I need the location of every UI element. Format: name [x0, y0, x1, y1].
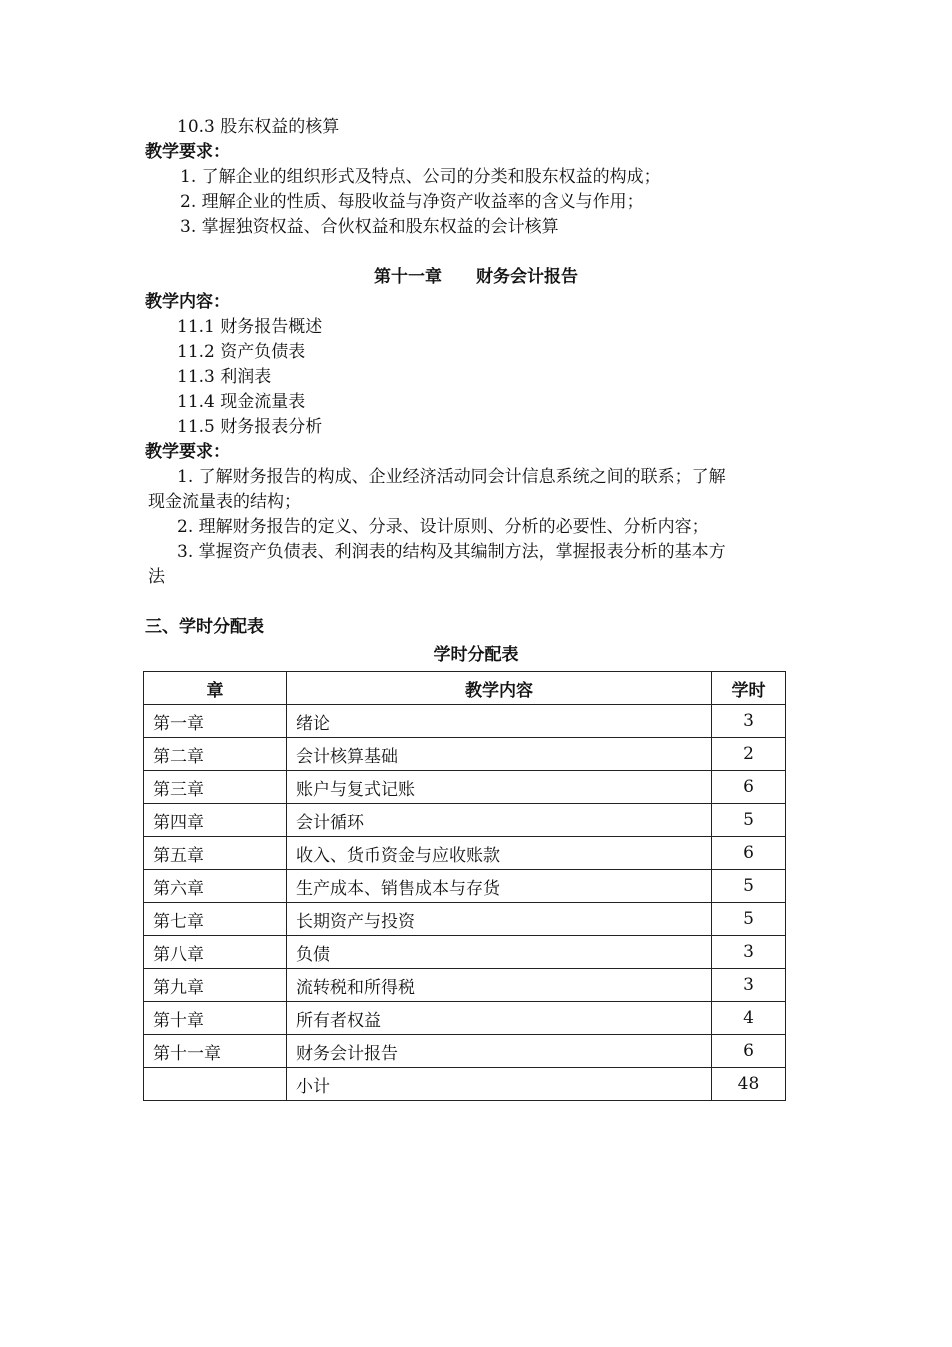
cell-chapter	[144, 1068, 287, 1101]
section-item: 11.4 现金流量表	[177, 392, 306, 412]
requirement-item: 2. 理解企业的性质、每股收益与净资产收益率的含义与作用；	[180, 192, 644, 212]
cell-hours: 6	[712, 1035, 786, 1068]
cell-chapter: 第六章	[144, 870, 287, 903]
cell-hours: 5	[712, 870, 786, 903]
table-row	[144, 771, 786, 804]
cell-chapter: 第九章	[144, 969, 287, 1002]
cell-content: 所有者权益	[287, 1002, 712, 1035]
cell-content: 负债	[287, 936, 712, 969]
section-item: 11.1 财务报告概述	[177, 317, 323, 337]
table-row	[144, 870, 786, 903]
cell-content: 会计核算基础	[287, 738, 712, 771]
cell-chapter: 第八章	[144, 936, 287, 969]
section-item: 11.5 财务报表分析	[177, 417, 323, 437]
requirements-heading: 教学要求：	[145, 142, 230, 162]
hours-table	[143, 671, 786, 1101]
cell-hours: 5	[712, 804, 786, 837]
cell-chapter: 第三章	[144, 771, 287, 804]
cell-hours: 6	[712, 837, 786, 870]
table-row	[144, 969, 786, 1002]
header-chapter: 章	[144, 672, 287, 705]
cell-chapter: 第十章	[144, 1002, 287, 1035]
cell-content: 会计循环	[287, 804, 712, 837]
table-row	[144, 1002, 786, 1035]
chapter-title: 第十一章 财务会计报告	[374, 267, 578, 287]
cell-hours: 3	[712, 936, 786, 969]
section-item: 11.3 利润表	[177, 367, 272, 387]
cell-content: 小计	[287, 1068, 712, 1101]
cell-hours: 2	[712, 738, 786, 771]
cell-hours: 3	[712, 969, 786, 1002]
cell-chapter: 第四章	[144, 804, 287, 837]
cell-content: 收入、货币资金与应收账款	[287, 837, 712, 870]
cell-hours: 5	[712, 903, 786, 936]
cell-hours: 3	[712, 705, 786, 738]
requirement-item: 3. 掌握资产负债表、利润表的结构及其编制方法，掌握报表分析的基本方	[177, 542, 726, 562]
requirement-item-continued: 现金流量表的结构；	[148, 492, 301, 512]
requirements-heading: 教学要求：	[145, 442, 230, 462]
cell-hours: 6	[712, 771, 786, 804]
part-heading: 三、学时分配表	[145, 617, 264, 637]
table-row	[144, 837, 786, 870]
header-content: 教学内容	[287, 672, 712, 705]
table-header-row	[144, 672, 786, 705]
cell-chapter: 第一章	[144, 705, 287, 738]
cell-hours: 48	[712, 1068, 786, 1101]
requirement-item: 3. 掌握独资权益、合伙权益和股东权益的会计核算	[180, 217, 559, 237]
requirement-item-continued: 法	[148, 567, 165, 587]
table-title: 学时分配表	[433, 645, 519, 665]
cell-chapter: 第五章	[144, 837, 287, 870]
table-row	[144, 1035, 786, 1068]
requirement-item: 1. 了解企业的组织形式及特点、公司的分类和股东权益的构成；	[180, 167, 661, 187]
header-hours: 学时	[712, 672, 786, 705]
table-row	[144, 936, 786, 969]
cell-content: 长期资产与投资	[287, 903, 712, 936]
cell-hours: 4	[712, 1002, 786, 1035]
requirement-item: 2. 理解财务报告的定义、分录、设计原则、分析的必要性、分析内容；	[177, 517, 709, 537]
cell-chapter: 第十一章	[144, 1035, 287, 1068]
cell-chapter: 第七章	[144, 903, 287, 936]
cell-content: 财务会计报告	[287, 1035, 712, 1068]
content-heading: 教学内容：	[145, 292, 230, 312]
cell-chapter: 第二章	[144, 738, 287, 771]
table-row	[144, 738, 786, 771]
section-item: 11.2 资产负债表	[177, 342, 306, 362]
table-row	[144, 705, 786, 738]
cell-content: 生产成本、销售成本与存货	[287, 870, 712, 903]
requirement-item: 1. 了解财务报告的构成、企业经济活动同会计信息系统之间的联系；了解	[177, 467, 726, 487]
cell-content: 流转税和所得税	[287, 969, 712, 1002]
table-body	[144, 705, 786, 1101]
cell-content: 账户与复式记账	[287, 771, 712, 804]
cell-content: 绪论	[287, 705, 712, 738]
table-row	[144, 804, 786, 837]
table-row	[144, 903, 786, 936]
table-row	[144, 1068, 786, 1101]
section-item: 10.3 股东权益的核算	[177, 117, 340, 137]
